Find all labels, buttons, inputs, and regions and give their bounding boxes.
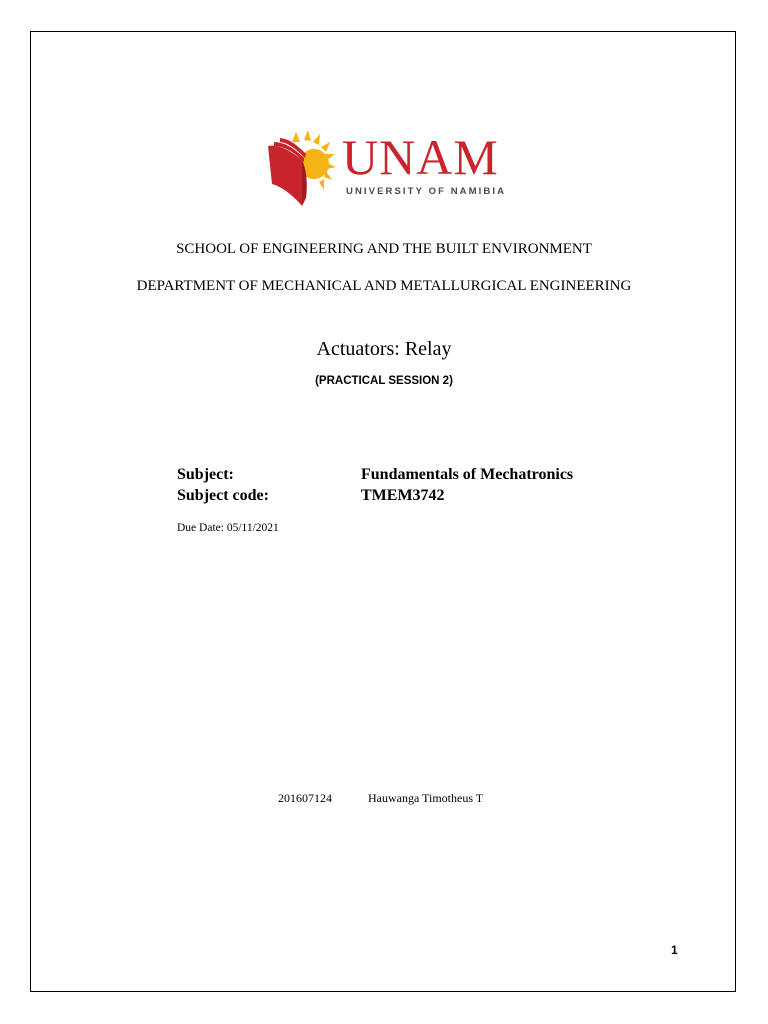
student-id: 201607124 — [278, 791, 332, 805]
due-date: Due Date: 05/11/2021 — [177, 522, 279, 534]
department-heading: DEPARTMENT OF MECHANICAL AND METALLURGICAL ENGINEERING — [136, 278, 632, 294]
subject-code-label: Subject code: — [177, 487, 269, 504]
logo-subtitle: UNIVERSITY OF NAMIBIA — [346, 186, 507, 197]
sun-book-icon — [264, 124, 344, 210]
student-name: Hauwanga Timotheus T — [368, 791, 484, 805]
logo-name: UNAM — [342, 129, 499, 185]
document-title: Actuators: Relay — [316, 338, 452, 360]
session-label: (PRACTICAL SESSION 2) — [315, 375, 453, 387]
page-number: 1 — [671, 943, 678, 957]
unam-logo — [264, 124, 507, 210]
school-heading: SCHOOL OF ENGINEERING AND THE BUILT ENVIRONMENT — [176, 241, 592, 257]
subject-code-value: TMEM3742 — [361, 487, 445, 504]
subject-label: Subject: — [177, 466, 234, 483]
subject-value: Fundamentals of Mechatronics — [361, 466, 574, 483]
